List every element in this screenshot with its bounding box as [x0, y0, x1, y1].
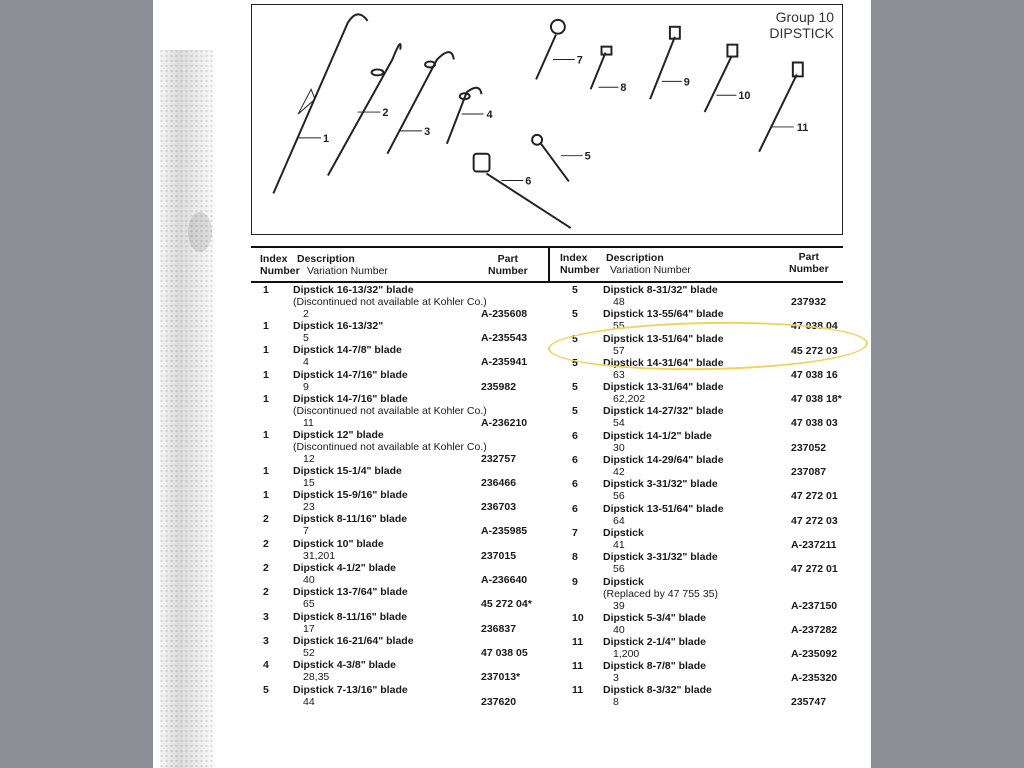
callout-4: 4: [486, 109, 493, 122]
row-note: (Discontinued not available at Kohler Co.): [293, 296, 487, 308]
row-description: Dipstick 3-31/32" blade: [603, 478, 718, 491]
row-part-number: 237013*: [481, 671, 521, 684]
row-index: 3: [263, 634, 269, 647]
row-variation: 40: [303, 574, 315, 587]
row-part-number: A-235608: [481, 308, 528, 320]
callout-9: 9: [683, 76, 690, 89]
table-row: [251, 513, 548, 537]
row-part-number: 236466: [481, 476, 517, 489]
row-part-number: 237932: [791, 296, 827, 308]
row-part-number: 47 272 01: [791, 490, 838, 503]
row-part-number: A-236640: [481, 574, 528, 587]
row-part-number: A-235092: [791, 647, 838, 660]
row-index: 1: [263, 284, 269, 296]
callout-2: 2: [382, 107, 389, 120]
header-part-right: Part Number: [789, 251, 829, 275]
row-part-number: A-237150: [791, 599, 838, 612]
row-variation: 30: [613, 441, 625, 454]
row-part-number: A-235985: [481, 525, 528, 538]
row-variation: 2: [303, 308, 309, 320]
row-index: 6: [572, 502, 578, 515]
dipstick-4-drawing: [447, 88, 482, 144]
row-index: 7: [572, 526, 578, 539]
callout-11: 11: [796, 121, 809, 134]
row-variation: 63: [613, 368, 625, 381]
row-description: Dipstick 8-11/16" blade: [293, 610, 408, 623]
dipstick-5-drawing: [541, 144, 569, 182]
table-row: [251, 284, 548, 320]
row-part-number: A-235320: [791, 672, 838, 685]
table-row: [549, 527, 843, 551]
table-row: [549, 284, 843, 308]
row-part-number: 47 038 16: [791, 368, 838, 381]
row-variation: 57: [613, 344, 625, 357]
row-index: 2: [263, 586, 269, 599]
row-description: Dipstick 15-9/16" blade: [293, 489, 408, 502]
row-index: 5: [572, 308, 578, 321]
row-index: 1: [263, 368, 269, 381]
table-row: [251, 635, 548, 659]
row-description: Dipstick 13-51/64" blade: [603, 332, 724, 345]
row-description: Dipstick 3-31/32" blade: [603, 551, 718, 564]
row-index: 2: [263, 513, 269, 526]
callout-8: 8: [620, 82, 627, 95]
row-variation: 8: [613, 696, 619, 709]
row-description: Dipstick 13-31/64" blade: [603, 381, 724, 394]
callout-3: 3: [424, 125, 431, 138]
row-index: 5: [572, 284, 578, 296]
row-index: 6: [572, 429, 578, 442]
row-part-number: 45 272 03: [791, 344, 838, 357]
row-description: Dipstick 14-1/2" blade: [603, 429, 712, 442]
table-row: [251, 320, 548, 344]
table-row: [549, 576, 843, 612]
row-variation: 42: [613, 466, 625, 479]
row-description: Dipstick 13-55/64" blade: [603, 308, 724, 321]
table-row: [251, 562, 548, 586]
table-row: [549, 405, 843, 429]
dipstick-2-drawing: [328, 44, 401, 175]
row-description: Dipstick 14-29/64" blade: [603, 454, 724, 467]
row-description: Dipstick: [603, 526, 644, 539]
row-variation: 28,35: [303, 671, 330, 684]
table-row: [549, 454, 843, 478]
row-variation: 9: [303, 380, 309, 393]
row-variation: 15: [303, 476, 315, 489]
row-index: 6: [572, 454, 578, 467]
table-row: [549, 551, 843, 575]
row-note: (Replaced by 47 755 35): [603, 587, 718, 600]
row-variation: 56: [613, 490, 625, 503]
row-description: Dipstick: [603, 575, 644, 588]
row-index: 1: [263, 428, 269, 441]
row-variation: 52: [303, 646, 315, 659]
row-variation: 1,200: [613, 647, 640, 660]
row-description: Dipstick 13-51/64" blade: [603, 502, 724, 515]
row-variation: 12: [303, 452, 315, 465]
row-variation: 40: [613, 623, 625, 636]
row-description: Dipstick 10" blade: [293, 537, 384, 550]
row-description: Dipstick 14-7/16" blade: [293, 392, 408, 405]
row-variation: 39: [613, 599, 625, 612]
row-part-number: A-237282: [791, 623, 838, 636]
row-index: 5: [572, 381, 578, 394]
dipstick-3-drawing: [387, 52, 453, 154]
row-part-number: 47 272 03: [791, 514, 838, 527]
row-index: 1: [263, 320, 269, 332]
row-description: Dipstick 4-1/2" blade: [293, 562, 397, 575]
row-index: 6: [572, 478, 578, 491]
table-row: [549, 503, 843, 527]
row-index: 10: [572, 611, 584, 624]
row-index: 1: [263, 344, 269, 357]
row-index: 1: [263, 464, 269, 477]
dipstick-9-drawing: [650, 37, 675, 99]
row-variation: 7: [303, 525, 309, 538]
table-row: [549, 430, 843, 454]
row-part-number: 47 038 18*: [791, 393, 842, 406]
table-row: [549, 381, 843, 405]
row-description: Dipstick 8-11/16" blade: [293, 513, 408, 526]
header-description-right: Description Variation Number: [606, 252, 691, 276]
row-part-number: 237087: [791, 466, 827, 479]
callout-6: 6: [525, 175, 532, 188]
row-variation: 17: [303, 622, 315, 635]
table-header-rule: [251, 281, 843, 283]
group-number: Group 10: [775, 9, 834, 25]
row-index: 4: [263, 659, 269, 672]
dipstick-drawings: [252, 5, 842, 234]
row-part-number: 47 272 01: [791, 563, 838, 576]
row-part-number: A-236210: [481, 416, 528, 429]
row-description: Dipstick 15-1/4" blade: [293, 464, 402, 477]
row-description: Dipstick 5-3/4" blade: [603, 611, 707, 624]
table-row: [549, 660, 843, 684]
row-variation: 3: [613, 672, 619, 685]
table-row: [251, 369, 548, 393]
row-description: Dipstick 12" blade: [293, 428, 384, 441]
table-row: [549, 478, 843, 502]
row-part-number: 237015: [481, 549, 517, 562]
table-top-rule: [251, 246, 843, 248]
row-description: Dipstick 16-21/64" blade: [293, 634, 414, 647]
table-row: [251, 659, 548, 683]
row-part-number: 235747: [791, 696, 827, 709]
header-part-left: Part Number: [488, 253, 528, 277]
row-part-number: 45 272 04*: [481, 598, 532, 611]
row-variation: 5: [303, 332, 309, 344]
row-part-number: 232757: [481, 452, 517, 465]
row-variation: 23: [303, 501, 315, 514]
row-description: Dipstick 2-1/4" blade: [603, 635, 707, 648]
table-row: [251, 465, 548, 489]
row-index: 11: [572, 684, 584, 697]
callout-1: 1: [322, 132, 330, 145]
table-row: [251, 489, 548, 513]
row-part-number: A-235543: [481, 332, 528, 344]
row-index: 5: [263, 683, 269, 696]
table-row: [549, 636, 843, 660]
row-variation: 64: [613, 514, 625, 527]
row-note: (Discontinued not available at Kohler Co.): [293, 404, 487, 417]
row-index: 11: [572, 660, 584, 673]
row-description: Dipstick 7-13/16" blade: [293, 683, 408, 696]
row-description: Dipstick 13-7/64" blade: [293, 586, 408, 599]
dipstick-1-drawing: [273, 14, 367, 193]
row-index: 5: [572, 405, 578, 418]
row-description: Dipstick 16-13/32" blade: [293, 284, 414, 296]
row-index: 2: [263, 562, 269, 575]
header-description-left: Description Variation Number: [297, 253, 388, 277]
row-description: Dipstick 8-3/32" blade: [603, 684, 712, 697]
table-row: [549, 684, 843, 708]
table-column-divider: [548, 248, 550, 281]
row-part-number: 47 038 04: [791, 320, 838, 333]
callout-5: 5: [584, 150, 591, 163]
table-row: [549, 612, 843, 636]
row-variation: 48: [613, 296, 625, 308]
row-index: 5: [572, 332, 578, 345]
table-row: [251, 393, 548, 429]
row-variation: 62,202: [613, 393, 646, 406]
row-index: 1: [263, 489, 269, 502]
table-row: [251, 429, 548, 465]
row-part-number: 237620: [481, 695, 517, 708]
row-index: 8: [572, 551, 578, 564]
header-index-left: Index Number: [260, 253, 300, 277]
row-index: 5: [572, 356, 578, 369]
group-label: [769, 9, 834, 41]
row-description: Dipstick 14-7/16" blade: [293, 368, 408, 381]
row-variation: 4: [303, 356, 309, 369]
callout-10: 10: [738, 90, 751, 103]
row-index: 3: [263, 610, 269, 623]
row-index: 2: [263, 537, 269, 550]
row-part-number: 235982: [481, 380, 517, 393]
header-index-right: Index Number: [560, 252, 600, 276]
table-row: [251, 611, 548, 635]
row-description: Dipstick 16-13/32": [293, 320, 384, 332]
row-description: Dipstick 4-3/8" blade: [293, 659, 397, 672]
row-description: Dipstick 14-7/8" blade: [293, 344, 402, 357]
callout-7: 7: [576, 54, 583, 67]
row-part-number: 47 038 03: [791, 417, 838, 430]
row-part-number: 237052: [791, 441, 827, 454]
row-variation: 41: [613, 538, 625, 551]
dipstick-7-drawing: [536, 35, 556, 80]
row-description: Dipstick 14-27/32" blade: [603, 405, 724, 418]
dipstick-8-drawing: [591, 53, 606, 90]
binding-hole-shadow: [188, 212, 212, 252]
parts-table-left: [251, 284, 548, 708]
row-variation: 11: [303, 416, 314, 429]
row-variation: 56: [613, 563, 625, 576]
row-variation: 31,201: [303, 549, 336, 562]
row-description: Dipstick 14-31/64" blade: [603, 356, 724, 369]
row-index: 9: [572, 575, 578, 588]
row-index: 1: [263, 392, 269, 405]
row-variation: 55: [613, 320, 625, 333]
row-part-number: 236703: [481, 501, 517, 514]
row-variation: 65: [303, 598, 315, 611]
row-index: 11: [572, 635, 584, 648]
row-part-number: 236837: [481, 622, 517, 635]
row-variation: 44: [303, 695, 315, 708]
row-part-number: A-237211: [791, 538, 837, 551]
row-part-number: 47 038 05: [481, 646, 528, 659]
dipstick-illustration: [251, 4, 843, 235]
row-description: Dipstick 8-7/8" blade: [603, 660, 707, 673]
dipstick-11-drawing: [759, 74, 797, 151]
dipstick-10-drawing: [705, 57, 732, 113]
row-variation: 54: [613, 417, 625, 430]
table-row: [251, 684, 548, 708]
row-note: (Discontinued not available at Kohler Co.): [293, 440, 487, 453]
section-title: DIPSTICK: [769, 25, 834, 41]
scan-shadow: [160, 50, 215, 768]
table-row: [251, 538, 548, 562]
row-part-number: A-235941: [481, 356, 528, 369]
table-row: [251, 344, 548, 368]
row-description: Dipstick 8-31/32" blade: [603, 284, 718, 296]
table-row: [251, 586, 548, 610]
